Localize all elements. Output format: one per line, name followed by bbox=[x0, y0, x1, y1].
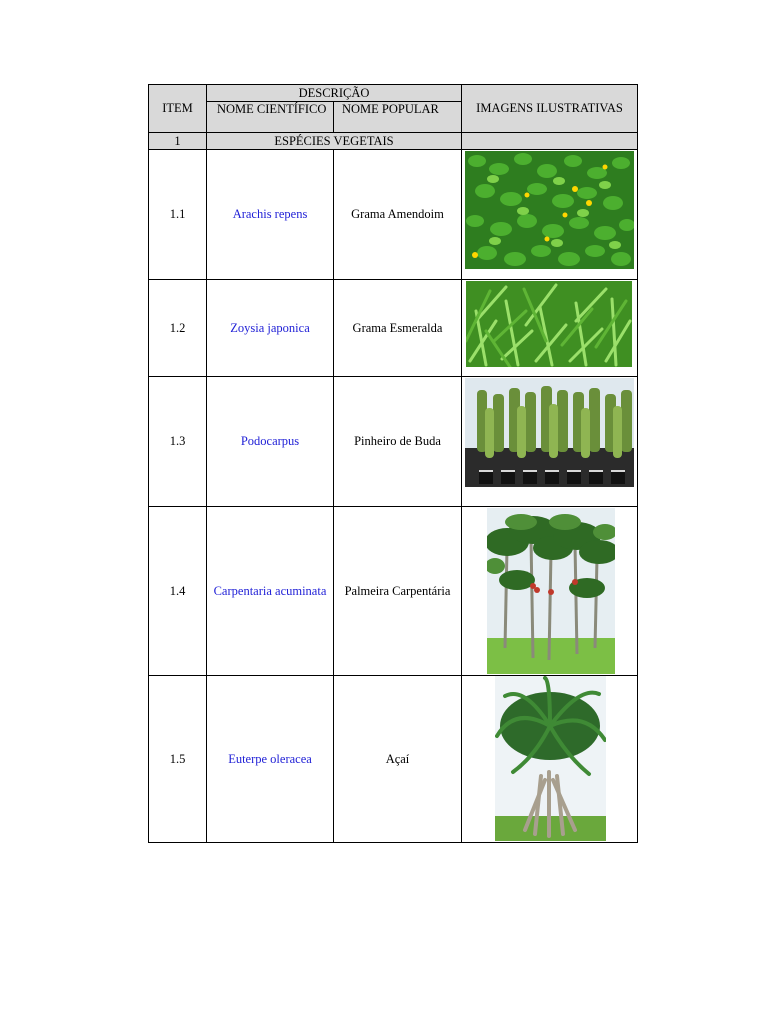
acai-palm-photo bbox=[495, 676, 606, 841]
podocarpus-pots-photo bbox=[465, 378, 634, 487]
row-item: 1.3 bbox=[149, 377, 207, 507]
table-row bbox=[149, 507, 638, 676]
table-row bbox=[149, 377, 638, 507]
section-empty-cell bbox=[462, 133, 638, 150]
row-popular-name: Palmeira Carpentária bbox=[334, 507, 462, 676]
row-item: 1.5 bbox=[149, 676, 207, 843]
table-row bbox=[149, 150, 638, 280]
header-item: ITEM bbox=[149, 85, 207, 133]
emerald-grass-photo bbox=[466, 281, 632, 367]
row-popular-name: Grama Amendoim bbox=[334, 150, 462, 280]
carpentaria-palms-photo bbox=[487, 508, 615, 674]
section-number: 1 bbox=[149, 133, 207, 150]
header-imagens: IMAGENS ILUSTRATIVAS bbox=[462, 85, 638, 133]
row-image-cell bbox=[462, 280, 638, 377]
row-popular-name: Grama Esmeralda bbox=[334, 280, 462, 377]
row-popular-name: Açaí bbox=[334, 676, 462, 843]
species-table bbox=[148, 84, 638, 843]
row-item: 1.4 bbox=[149, 507, 207, 676]
row-item: 1.1 bbox=[149, 150, 207, 280]
row-scientific-name: Podocarpus bbox=[207, 377, 334, 507]
row-popular-name: Pinheiro de Buda bbox=[334, 377, 462, 507]
row-image-cell bbox=[462, 377, 638, 507]
peanut-grass-photo bbox=[465, 151, 634, 269]
table-row bbox=[149, 280, 638, 377]
row-image-cell bbox=[462, 507, 638, 676]
row-scientific-name: Carpentaria acuminata bbox=[207, 507, 334, 676]
row-image-cell bbox=[462, 676, 638, 843]
row-item: 1.2 bbox=[149, 280, 207, 377]
table-row bbox=[149, 676, 638, 843]
header-nome-cientifico: NOME CIENTÍFICO bbox=[207, 102, 334, 133]
row-scientific-name: Arachis repens bbox=[207, 150, 334, 280]
row-scientific-name: Zoysia japonica bbox=[207, 280, 334, 377]
section-title: ESPÉCIES VEGETAIS bbox=[207, 133, 462, 150]
header-nome-popular: NOME POPULAR bbox=[334, 102, 462, 133]
row-image-cell bbox=[462, 150, 638, 280]
row-scientific-name: Euterpe oleracea bbox=[207, 676, 334, 843]
header-descricao: DESCRIÇÃO bbox=[207, 85, 462, 102]
